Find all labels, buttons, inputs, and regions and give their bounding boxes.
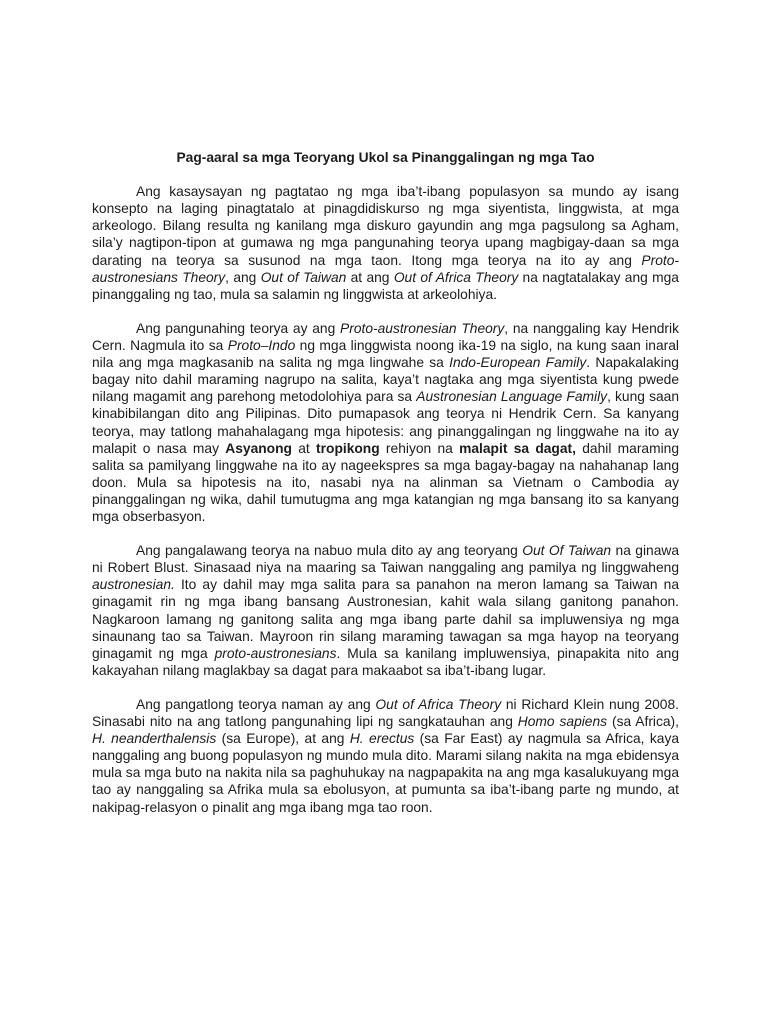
text-run: , na nanggaling kay Hendrik Cern. Nagmula ito sa [92,320,679,354]
bold-text: malapit sa dagat, [459,440,576,456]
italic-text: Proto–Indo [227,338,296,354]
paragraph-3 [92,542,679,679]
italic-text: Out of Africa Theory [393,269,519,285]
text-run: , kung saan kinabibilangan dito ang Pilipinas. Dito pumapasok ang teorya ni Hendrik Cern. Sa kanyang teorya, may tatlong mahahalagang mga hipotesis: ang pinanggalingan ng linggwahe na ito ay malapit o nasa may [92,389,679,456]
text-run: dahil maraming salita sa pamilyang linggwahe na ito ay nageekspres sa mga bagay-bagay na nahahanap lang doon. Mula sa hipotesis na ito, nasabi nya na alinman sa Vietnam o Cambodia ay pinanggalingan ng wika, dahil tumutugma ang mga katangian ng mga bansang ito sa kanyang mga obserbasyon. [92,440,680,524]
text-run: at [291,440,317,456]
text-run: (sa Far East) ay nagmula sa Africa, kaya nanggaling ang buong populasyon ng mundo mula dito. Marami silang nakita na mga ebidensya mula sa mga buto na nakita nila sa paghuhukay na nagpapakita na ang mga kasalukuyang mga tao ay nanggaling sa Afrika mula sa ebolusyon, at pumunta sa iba’t-ibang parte ng mundo, at nakipag-relasyon o pinalit ang mga ibang mga tao roon. [92,731,680,815]
bold-text: tropikong [316,440,380,456]
italic-text: Out Of Taiwan [522,543,612,559]
italic-text: Homo sapiens [517,714,608,730]
text-run: at ang [346,269,394,285]
text-run: Ang pangalawang teorya na nabuo mula dito ay ang teoryang [136,543,523,559]
bold-text: Asyanong [225,440,292,456]
text-run: Ang pangunahing teorya ay ang [136,320,341,336]
text-run: ng mga linggwista noong ika-19 na siglo, na kung saan inaral nila ang mga magkasanib na salita ng mga lingwahe sa [92,338,679,371]
italic-text: H. erectus [349,731,415,747]
text-run: Ang pangatlong teorya naman ay ang [136,697,376,712]
text-run: rehiyon na [379,440,460,456]
italic-text: Austronesian Language Family [416,389,608,405]
text-run: , ang [225,269,261,285]
italic-text: Proto-austronesians Theory [92,252,679,285]
text-run: (sa Europe), at ang [216,731,350,747]
italic-text: Out of Africa Theory [375,697,502,712]
text-run: ni Richard Klein nung 2008. Sinasabi nito na ang tatlong pangunahing lipi ng sangkatauhan ang [92,697,679,730]
text-run: Ito ay dahil may mga salita para sa panahon na meron lamang sa Taiwan na ginagamit rin ng mga ibang bansang Austronesian, kahit wala silang ganitong panahon. Nagkaroon lamang ng ganitong salita ang mga ibang parte dahil sa impluwensiya ng mga sinaunang tao sa Taiwan. Mayroon rin silang maraming tawagan sa mga hayop na teoryang ginagamit ng mga [92,577,679,661]
paragraph-2 [92,320,679,525]
text-run: Ang kasaysayan ng pagtatao ng mga iba’t-ibang populasyon sa mundo ay isang konsepto na laging pinagtatalo at pinagdidiskurso ng mga siyentista, linggwista, at mga arkeologo. Bilang resulta ng kanilang mga diskuro gayundin ang mga pagsulong sa Agham, sila’y nagtipon-tipon at gumawa ng mga pangunahing teorya upang magbigay-daan sa mga darating na teorya sa susunod na mga taon. Itong mga teorya na ito ay ang [92,184,679,268]
italic-text: Proto-austronesian Theory [340,320,505,336]
italic-text: proto-austronesians [214,645,337,661]
text-run: (sa Africa), [607,714,679,730]
paragraph-1 [92,183,679,303]
text-run: . Napakalaking bagay nito dahil maraming nagrupo na salita, kaya’t nagtaka ang mga siyentista kung pwede nilang magamit ang parehong metodolohiya para sa [92,355,679,405]
text-run: . Mula sa kanilang impluwensiya, pinapakita nito ang kakayahan nilang maglakbay sa dagat para makaabot sa iba’t-ibang lugar. [92,645,679,678]
paragraph-4 [92,696,679,816]
italic-text: Indo-European Family [449,355,587,371]
text-run: na ginawa ni Robert Blust. Sinasaad niya na maaring sa Taiwan nanggaling ang pamilya ng linggwaheng [92,543,680,576]
italic-text: austronesian. [92,577,175,593]
italic-text: Out of Taiwan [260,269,347,285]
document-title: Pag-aaral sa mga Teoryang Ukol sa Pinanggalingan ng mga Tao [176,150,595,165]
italic-text: H. neanderthalensis [92,731,217,747]
document-page [92,149,679,833]
text-run: na nagtatalakay ang mga pinanggaling ng tao, mula sa salamin ng linggwista at arkeolohiya. [92,269,679,302]
